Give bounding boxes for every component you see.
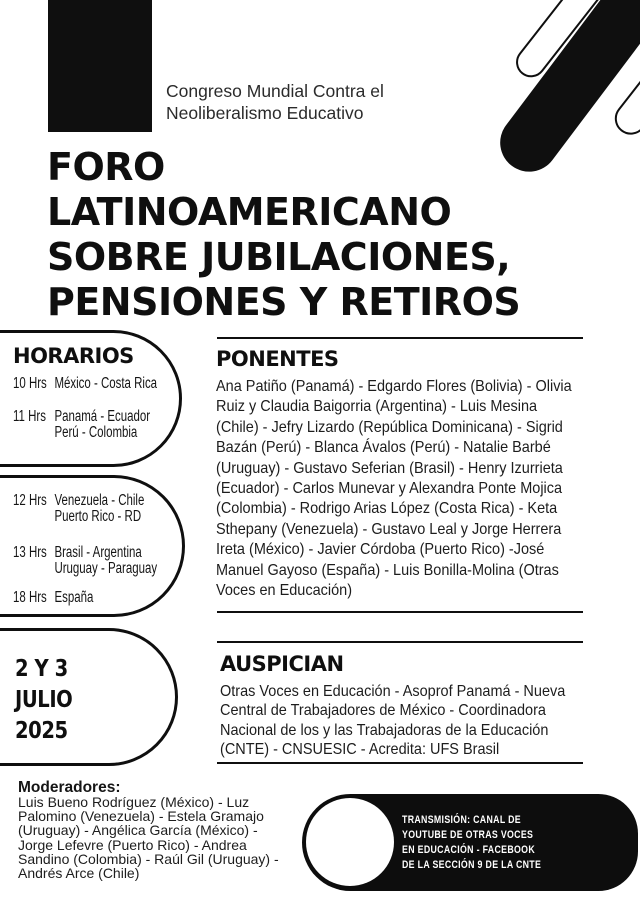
schedule-time: 11 Hrs (13, 408, 46, 425)
poster-title (47, 145, 520, 325)
date-line-1: 2 Y 3 (15, 656, 68, 682)
title-line-1: FORO (47, 145, 165, 189)
divider-above-ponentes (217, 337, 583, 339)
transmission-text (402, 813, 541, 873)
date-line-2: JULIO (15, 687, 73, 713)
schedule-places: España (54, 589, 94, 606)
transmission-badge (302, 794, 638, 891)
schedule-time: 12 Hrs (13, 492, 47, 509)
event-kicker (166, 80, 384, 124)
title-line-4: PENSIONES Y RETIROS (47, 280, 521, 324)
schedule-row-13hrs (13, 545, 157, 577)
schedule-box-afternoon (0, 475, 185, 617)
divider-below-auspician (217, 762, 583, 764)
divider-above-auspician (217, 641, 583, 643)
title-line-2: LATINOAMERICANO (47, 190, 452, 234)
transmission-line-2: YOUTUBE DE OTRAS VOCES (402, 829, 534, 841)
kicker-line-2: Neoliberalismo Educativo (166, 103, 364, 123)
schedule-box-morning (0, 330, 182, 467)
horarios-heading: HORARIOS (13, 344, 134, 368)
transmission-line-1: TRANSMISIÓN: CANAL DE (402, 814, 522, 826)
schedule-places: Puerto Rico - RD (54, 508, 142, 526)
schedule-places: México - Costa Rica (54, 375, 158, 392)
corner-block-decoration (48, 0, 152, 132)
event-date (15, 654, 72, 747)
schedule-time: 10 Hrs (13, 375, 47, 392)
schedule-time: 18 Hrs (13, 589, 47, 606)
auspician-list: Otras Voces en Educación - Asoprof Panamá - Nueva Central de Trabajadores de México - Coordinadora Nacional de los y las Trabajadoras de la Educación (CNTE) - CNSUESIC - Acredita: UFS Brasil (220, 683, 566, 758)
ponentes-list: Ana Patiño (Panamá) - Edgardo Flores (Bolivia) - Olivia Ruiz y Claudia Baigorria (Argentina) - Luis Mesina (Chile) - Jefry Lizardo (República Dominicana) - Sigrid Bazán (Perú) - Blanca Ávalos (Perú) - Natalie Barbé (Uruguay) - Gustavo Seferian (Brasil) - Henry Izurrieta (Ecuador) - Carlos Munevar y Alexandra Ponte Mojica (Colombia) - Rodrigo Arias López (Costa Rica) - Keta Sthepany (Venezuela) - Gustavo Leal y Jorge Herrera Ireta (México) - Javier Córdoba (Puerto Rico) -José Manuel Gayoso (España) - Luis Bonilla-Molina (Otras Voces en Educación) (216, 378, 572, 600)
schedule-row-18hrs (13, 590, 93, 606)
moderadores-heading: Moderadores: (18, 779, 121, 796)
ponentes-heading: PONENTES (216, 347, 339, 371)
schedule-places: Venezuela - Chile (54, 492, 145, 509)
date-box (0, 628, 178, 766)
divider-below-ponentes (217, 611, 583, 613)
kicker-line-1: Congreso Mundial Contra el (166, 81, 384, 101)
date-line-3: 2025 (15, 718, 68, 744)
transmission-line-3: EN EDUCACIÓN - FACEBOOK (402, 844, 536, 856)
schedule-places: Brasil - Argentina (54, 544, 142, 561)
circle-icon (306, 798, 394, 886)
schedule-row-10hrs (13, 376, 157, 392)
schedule-row-12hrs (13, 493, 144, 525)
schedule-places: Perú - Colombia (54, 424, 138, 442)
schedule-places: Uruguay - Paraguay (54, 560, 158, 578)
transmission-line-4: DE LA SECCIÓN 9 DE LA CNTE (402, 859, 542, 871)
moderadores-list: Luis Bueno Rodríguez (México) - Luz Palomino (Venezuela) - Estela Gramajo (Uruguay) - Angélica García (México) - Jorge Lefevre (Puerto Rico) - Andrea Sandino (Colombia) - Raúl Gil (Uruguay) - Andrés Arce (Chile) (18, 794, 279, 882)
schedule-places: Panamá - Ecuador (54, 408, 151, 425)
title-line-3: SOBRE JUBILACIONES, (47, 235, 511, 279)
auspician-heading: AUSPICIAN (220, 652, 344, 676)
schedule-time: 13 Hrs (13, 544, 47, 561)
schedule-row-11hrs (13, 409, 150, 441)
